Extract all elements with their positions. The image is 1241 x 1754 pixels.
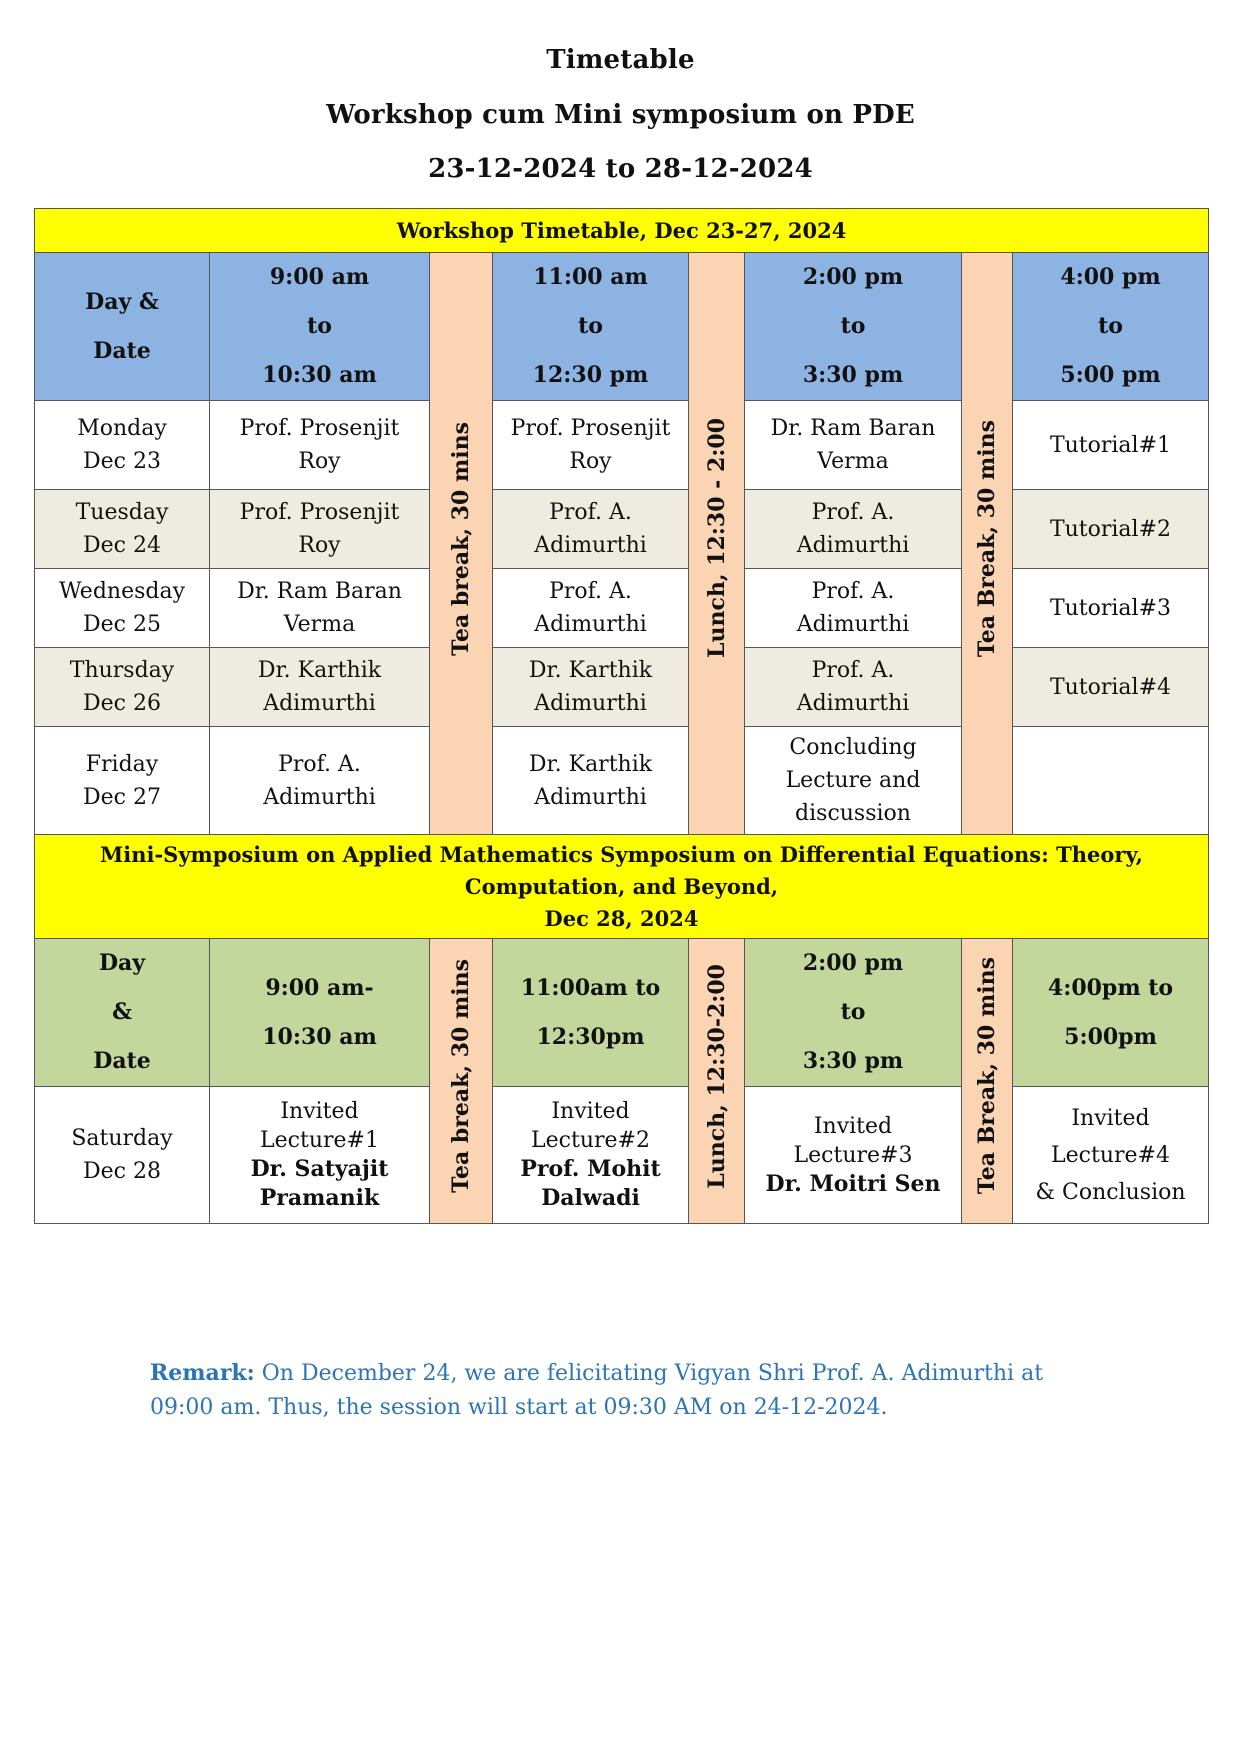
cell-line: 4:00 pm: [1060, 264, 1161, 290]
session-cell: [745, 648, 962, 727]
tutorial-cell: [1013, 490, 1209, 569]
header-slot4: [1013, 939, 1209, 1087]
header-day-date: [35, 939, 210, 1087]
tea-break-label: Tea break, 30 mins: [448, 421, 474, 656]
cell-line: & Conclusion: [1035, 1179, 1186, 1205]
cell-line: Lecture#3: [793, 1142, 913, 1168]
cell-line: 5:00 pm: [1060, 362, 1161, 388]
cell-line: Lecture and: [785, 768, 921, 793]
lunch-label: Lunch, 12:30-2:00: [703, 963, 730, 1189]
cell-line: Tutorial#3: [1049, 595, 1172, 621]
session-cell: [745, 490, 962, 569]
header-slot2: [493, 253, 689, 401]
cell-line: Adimurthi: [263, 691, 376, 716]
cell-line: Tuesday: [75, 500, 169, 525]
cell-line: Adimurthi: [534, 691, 647, 716]
session-cell: [745, 569, 962, 648]
cell-line: Dalwadi: [541, 1185, 640, 1211]
cell-line: &: [112, 999, 132, 1025]
cell-line: Dec 28, 2024: [544, 905, 699, 931]
cell-line: Date: [93, 1048, 151, 1074]
cell-line: Prof. A.: [549, 579, 632, 604]
session-cell: [493, 648, 689, 727]
cell-line: Prof. Mohit: [520, 1156, 661, 1182]
cell-line: Dec 25: [83, 612, 161, 637]
header-day-date: [35, 253, 210, 401]
symposium-banner: [35, 835, 1209, 939]
session-cell: [210, 648, 430, 727]
session-cell: [210, 727, 430, 835]
tea-break-label: Tea Break, 30 mins: [974, 419, 1000, 658]
cell-line: Dr. Ram Baran: [770, 416, 936, 441]
session-cell: [493, 490, 689, 569]
lunch-column: [689, 253, 745, 835]
session-cell: [210, 569, 430, 648]
cell-line: 3:30 pm: [802, 362, 904, 388]
day-cell: [35, 648, 210, 727]
workshop-banner: Workshop Timetable, Dec 23-27, 2024: [35, 209, 1209, 253]
cell-line: Invited: [280, 1099, 359, 1124]
cell-line: 9:00 am: [269, 264, 370, 290]
cell-line: 12:30 pm: [532, 362, 649, 388]
cell-line: Adimurthi: [534, 612, 647, 637]
cell-line: Prof. Prosenjit: [239, 416, 400, 441]
cell-line: Tutorial#1: [1049, 432, 1172, 458]
cell-line: Date: [93, 337, 151, 364]
cell-line: 11:00am to: [520, 974, 661, 1001]
cell-line: Thursday: [69, 658, 175, 683]
cell-line: to: [840, 999, 866, 1025]
session-cell: [493, 569, 689, 648]
remark-note: [150, 1356, 1110, 1425]
session-cell: [210, 1087, 430, 1224]
tutorial-cell: [1013, 648, 1209, 727]
day-cell: [35, 490, 210, 569]
session-cell: [210, 490, 430, 569]
header-slot2: [493, 939, 689, 1087]
cell-line: to: [840, 313, 866, 339]
tutorial-cell: [1013, 401, 1209, 490]
cell-line: Verma: [817, 449, 889, 474]
cell-line: to: [307, 313, 332, 339]
cell-line: Prof. A.: [811, 500, 895, 525]
cell-line: Tutorial#2: [1049, 516, 1172, 542]
session-cell: [210, 401, 430, 490]
cell-line: Wednesday: [58, 579, 186, 604]
cell-line: Dec 28: [83, 1159, 161, 1184]
cell-line: 2:00 pm: [802, 950, 904, 976]
session-cell: [745, 401, 962, 490]
day-cell: [35, 1087, 210, 1224]
cell-line: to: [1098, 313, 1123, 339]
cell-line: Adimurthi: [796, 691, 910, 716]
header-slot4: [1013, 253, 1209, 401]
cell-line: 10:30 am: [262, 1023, 377, 1050]
session-cell: [493, 401, 689, 490]
date-range: 23-12-2024 to 28-12-2024: [428, 154, 813, 184]
cell-line: discussion: [795, 801, 911, 826]
cell-line: Mini-Symposium on Applied Mathematics Symposium on Differential Equations: Theory,: [100, 841, 1143, 867]
tea-break-column-1: [430, 253, 493, 835]
cell-line: Adimurthi: [263, 784, 376, 810]
cell-line: 4:00pm to: [1047, 974, 1174, 1001]
cell-line: Day &: [85, 288, 159, 315]
cell-line: Roy: [569, 449, 612, 474]
lunch-label: Lunch, 12:30 - 2:00: [703, 418, 730, 659]
cell-line: Lecture#1: [260, 1128, 379, 1153]
cell-line: to: [578, 313, 603, 339]
session-cell: [745, 1087, 962, 1224]
cell-line: Prof. A.: [811, 579, 895, 604]
page-title: Timetable: [546, 45, 695, 75]
header-slot3: [745, 253, 962, 401]
cell-line: 3:30 pm: [802, 1048, 904, 1074]
remark-text: On December 24, we are felicitating Vigyan Shri Prof. A. Adimurthi at 09:00 am. Thus, the session will start at 09:30 AM on 24-12-2024.: [150, 1361, 1044, 1420]
cell-line: Prof. A.: [549, 500, 632, 525]
timetable: [34, 208, 1209, 1224]
table-row: [35, 490, 1209, 569]
cell-line: Lecture#4: [1051, 1142, 1170, 1168]
cell-line: Adimurthi: [796, 612, 910, 637]
cell-line: Monday: [77, 416, 167, 441]
header-slot1: [210, 253, 430, 401]
table-row: [35, 727, 1209, 835]
cell-line: Lecture#2: [531, 1128, 650, 1153]
cell-line: Dec 27: [83, 784, 161, 810]
cell-line: Dr. Karthik: [528, 751, 653, 777]
lunch-column: [689, 939, 745, 1224]
tea-break-label: Tea Break, 30 mins: [974, 957, 1000, 1195]
tea-break-column-1: [430, 939, 493, 1224]
session-cell: [745, 727, 962, 835]
day-cell: [35, 401, 210, 490]
cell-line: 12:30pm: [536, 1023, 645, 1050]
cell-line: Dec 26: [83, 691, 161, 716]
session-cell: [1013, 1087, 1209, 1224]
session-cell: [493, 1087, 689, 1224]
table-row: [35, 401, 1209, 490]
table-row: [35, 1087, 1209, 1224]
session-cell: [493, 727, 689, 835]
tea-break-column-2: [962, 253, 1013, 835]
header-slot1: [210, 939, 430, 1087]
cell-line: Tutorial#4: [1049, 674, 1172, 700]
cell-line: Dec 24: [83, 533, 161, 558]
cell-line: Pramanik: [259, 1185, 380, 1211]
tutorial-cell: [1013, 569, 1209, 648]
day-cell: [35, 569, 210, 648]
cell-line: 10:30 am: [262, 362, 377, 388]
table-row: [35, 569, 1209, 648]
cell-line: Dr. Karthik: [257, 658, 382, 683]
tutorial-cell: [1013, 727, 1209, 835]
header-slot3: [745, 939, 962, 1087]
cell-line: Invited: [1071, 1105, 1150, 1131]
cell-line: Saturday: [71, 1126, 173, 1151]
cell-line: Invited: [551, 1099, 630, 1124]
cell-line: Prof. Prosenjit: [239, 500, 400, 525]
cell-line: Concluding: [789, 735, 917, 760]
cell-line: Dec 23: [83, 449, 161, 474]
page-subtitle: Workshop cum Mini symposium on PDE: [326, 100, 915, 130]
cell-line: Prof. Prosenjit: [510, 416, 671, 441]
cell-line: Dr. Karthik: [528, 658, 653, 683]
cell-line: Adimurthi: [534, 533, 647, 558]
cell-line: Dr. Ram Baran: [237, 579, 402, 604]
cell-line: Dr. Moitri Sen: [765, 1170, 941, 1197]
cell-line: 2:00 pm: [802, 264, 904, 290]
cell-line: Prof. A.: [278, 751, 361, 777]
cell-line: Adimurthi: [534, 784, 647, 810]
cell-line: 11:00 am: [533, 264, 648, 290]
table-row: [35, 648, 1209, 727]
cell-line: Dr. Satyajit: [250, 1156, 389, 1182]
cell-line: Day: [98, 950, 146, 976]
cell-line: Adimurthi: [796, 533, 910, 558]
cell-line: Roy: [298, 533, 341, 558]
remark-label: Remark:: [150, 1360, 255, 1386]
cell-line: Computation, and Beyond,: [464, 873, 779, 899]
tea-break-label: Tea break, 30 mins: [448, 959, 474, 1193]
cell-line: 9:00 am-: [265, 974, 374, 1001]
tea-break-column-2: [962, 939, 1013, 1224]
cell-line: 5:00pm: [1064, 1023, 1157, 1050]
cell-line: Roy: [298, 449, 341, 474]
cell-line: Verma: [283, 612, 356, 637]
cell-line: Prof. A.: [811, 658, 895, 683]
cell-line: Friday: [85, 751, 159, 777]
day-cell: [35, 727, 210, 835]
cell-line: Invited: [813, 1113, 893, 1139]
